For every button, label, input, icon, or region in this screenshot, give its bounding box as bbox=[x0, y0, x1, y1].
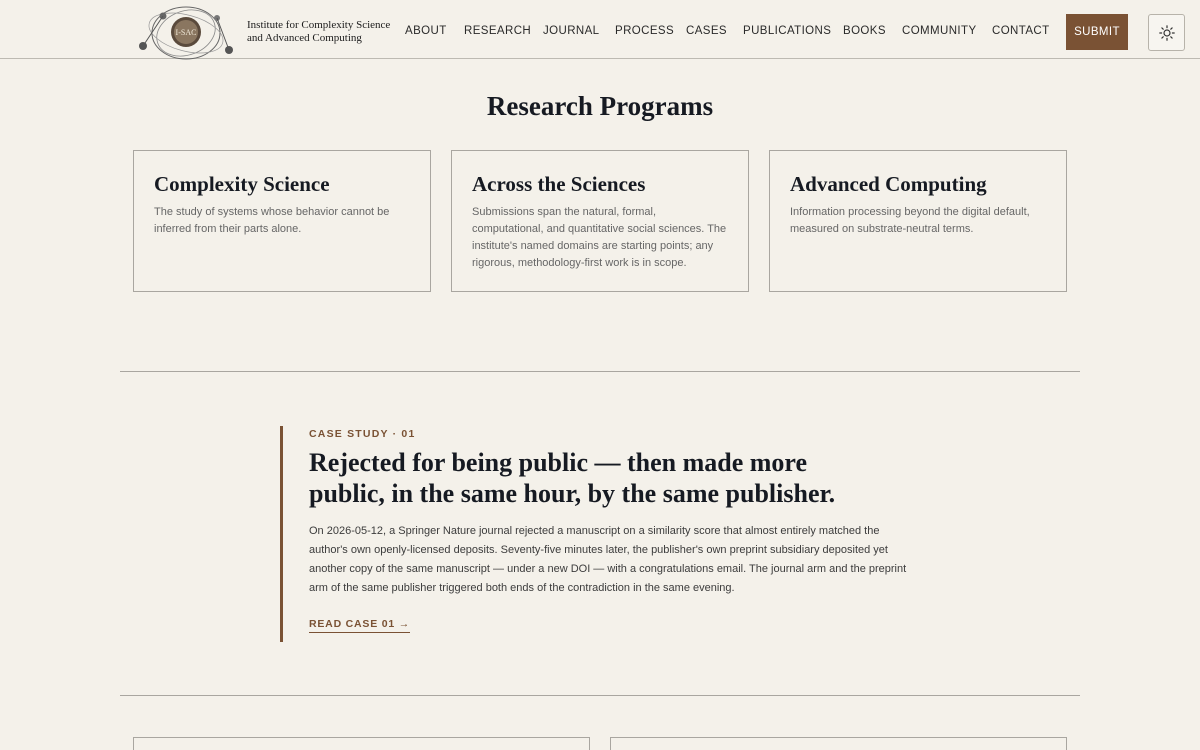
nav-publications[interactable]: PUBLICATIONS bbox=[743, 25, 832, 37]
case-study-title: Rejected for being public — then made more public, in the same hour, by the same publisher. bbox=[309, 448, 836, 508]
logo-emblem-icon bbox=[137, 4, 235, 62]
nav-community[interactable]: COMMUNITY bbox=[902, 25, 977, 37]
read-case-link[interactable]: READ CASE 01 → bbox=[309, 618, 410, 633]
nav-books[interactable]: BOOKS bbox=[843, 25, 886, 37]
bottom-card-left[interactable] bbox=[133, 737, 590, 750]
nav-cases[interactable]: CASES bbox=[686, 25, 727, 37]
card-title: Across the Sciences bbox=[472, 172, 646, 196]
site-header bbox=[0, 0, 1200, 59]
card-text: Information processing beyond the digital default, measured on substrate-neutral terms. bbox=[790, 206, 1030, 235]
nav-contact[interactable]: CONTACT bbox=[992, 25, 1050, 37]
card-title: Complexity Science bbox=[154, 172, 330, 196]
submit-button[interactable]: SUBMIT bbox=[1066, 14, 1128, 50]
nav-research[interactable]: RESEARCH bbox=[464, 25, 532, 37]
sun-icon bbox=[1159, 25, 1175, 41]
card-text: Submissions span the natural, formal, computational, and quantitative social sciences. The institute's named domains are starting points; any rigorous, methodology-first work is in scope. bbox=[472, 206, 727, 269]
institute-name[interactable] bbox=[247, 19, 397, 45]
institute-logo[interactable] bbox=[137, 4, 235, 62]
section-divider bbox=[120, 371, 1080, 372]
section-divider bbox=[120, 695, 1080, 696]
case-study-label: CASE STUDY · 01 bbox=[309, 428, 416, 440]
card-title: Advanced Computing bbox=[790, 172, 987, 196]
card-text: The study of systems whose behavior cannot be inferred from their parts alone. bbox=[154, 206, 390, 235]
case-study-body: On 2026-05-12, a Springer Nature journal rejected a manuscript on a similarity score that almost entirely matched the author's own openly-licensed deposits. Seventy-five minutes later, the publisher's own preprint subsidiary deposited yet another copy of the same manuscript — under a new DOI — with a congratulations email. The journal arm and the preprint arm of the same publisher triggered both ends of the contradiction in the same evening. bbox=[309, 525, 907, 594]
brand-line-2: and Advanced Computing bbox=[247, 32, 362, 44]
nav-journal[interactable]: JOURNAL bbox=[543, 25, 600, 37]
section-title-research-programs: Research Programs bbox=[486, 91, 714, 121]
nav-about[interactable]: ABOUT bbox=[405, 25, 447, 37]
program-card-complexity[interactable] bbox=[133, 150, 431, 292]
brand-line-1: Institute for Complexity Science bbox=[247, 19, 391, 31]
program-card-sciences[interactable] bbox=[451, 150, 749, 292]
case-study-block bbox=[280, 426, 920, 642]
theme-toggle-button[interactable] bbox=[1148, 14, 1185, 51]
svg-text:I-SAC: I-SAC bbox=[175, 28, 197, 37]
nav-process[interactable]: PROCESS bbox=[615, 25, 675, 37]
program-card-computing[interactable] bbox=[769, 150, 1067, 292]
bottom-card-right[interactable] bbox=[610, 737, 1067, 750]
